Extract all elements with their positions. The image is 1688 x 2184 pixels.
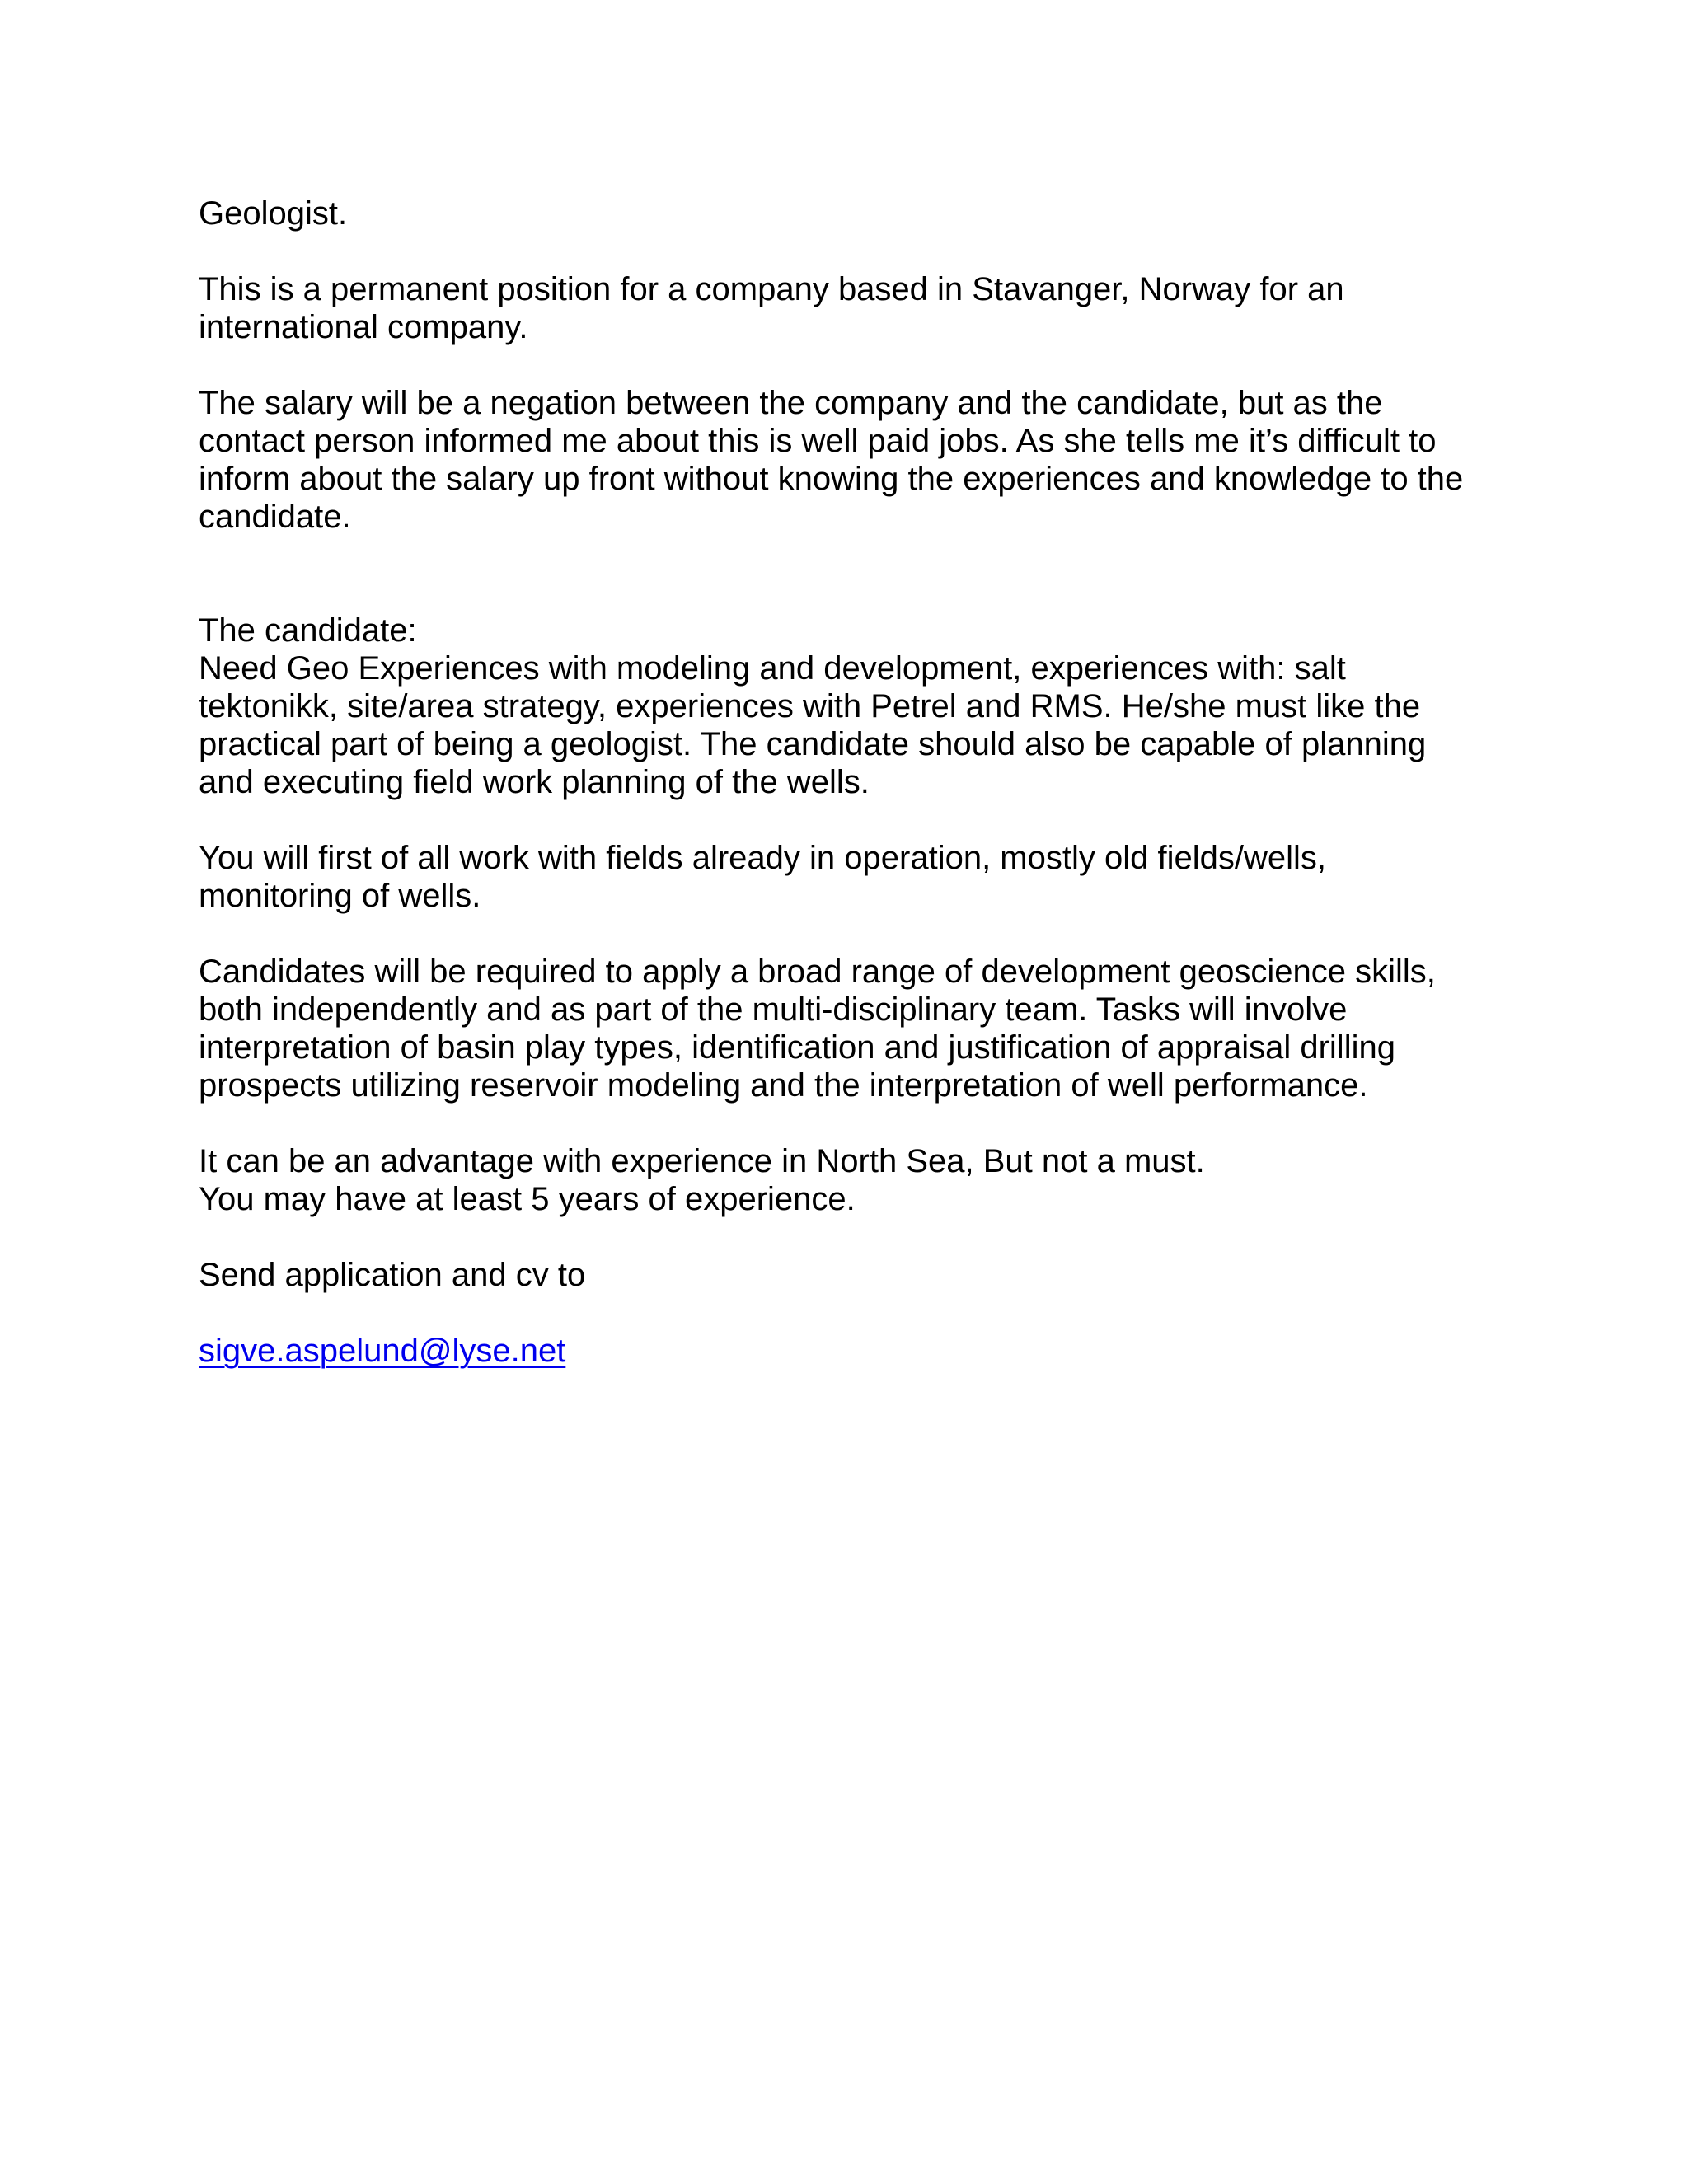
experience-paragraph (199, 1142, 1534, 1218)
text-line: and executing field work planning of the wells. (199, 764, 870, 800)
document-title (199, 194, 1534, 232)
text-line: candidate. (199, 499, 351, 535)
text-line: contact person informed me about this is well paid jobs. As she tells me it’s difficult to (199, 423, 1437, 459)
salary-paragraph (199, 384, 1534, 536)
text-line: You will first of all work with fields already in operation, mostly old fields/wells, (199, 840, 1326, 876)
paragraph-spacer (199, 915, 1534, 953)
paragraph-spacer (199, 536, 1534, 612)
candidate-paragraph (199, 612, 1534, 801)
paragraph-spacer (199, 1294, 1534, 1332)
email-link[interactable]: sigve.aspelund@lyse.net (199, 1333, 566, 1369)
text-line: interpretation of basin play types, identification and justification of appraisal drilling (199, 1029, 1395, 1066)
text-line: It can be an advantage with experience in North Sea, But not a must. (199, 1143, 1205, 1179)
title-line: Geologist. (199, 195, 348, 232)
paragraph-spacer (199, 801, 1534, 839)
text-line: prospects utilizing reservoir modeling and the interpretation of well performance. (199, 1067, 1368, 1104)
paragraph-spacer (199, 1104, 1534, 1142)
text-line: tektonikk, site/area strategy, experiences with Petrel and RMS. He/she must like the (199, 688, 1421, 724)
text-line: Candidates will be required to apply a broad range of development geoscience skills, (199, 954, 1436, 990)
candidate-heading: The candidate: (199, 612, 417, 649)
send-instruction: Send application and cv to (199, 1257, 586, 1293)
text-line: The salary will be a negation between the company and the candidate, but as the (199, 385, 1383, 421)
text-line: international company. (199, 309, 528, 345)
skills-paragraph (199, 953, 1534, 1104)
text-line: Need Geo Experiences with modeling and development, experiences with: salt (199, 650, 1346, 687)
text-line: both independently and as part of the multi-disciplinary team. Tasks will involve (199, 991, 1348, 1028)
email-paragraph (199, 1332, 1534, 1370)
paragraph-spacer (199, 1218, 1534, 1256)
text-line: You may have at least 5 years of experience. (199, 1181, 856, 1217)
paragraph-spacer (199, 346, 1534, 384)
text-line: practical part of being a geologist. The candidate should also be capable of planning (199, 726, 1427, 762)
text-line: inform about the salary up front without knowing the experiences and knowledge to the (199, 461, 1464, 497)
text-line: monitoring of wells. (199, 878, 481, 914)
send-paragraph (199, 1256, 1534, 1294)
document-page (199, 194, 1534, 1370)
paragraph-spacer (199, 232, 1534, 270)
fields-paragraph (199, 839, 1534, 915)
text-line: This is a permanent position for a company based in Stavanger, Norway for an (199, 271, 1344, 307)
position-paragraph (199, 270, 1534, 346)
